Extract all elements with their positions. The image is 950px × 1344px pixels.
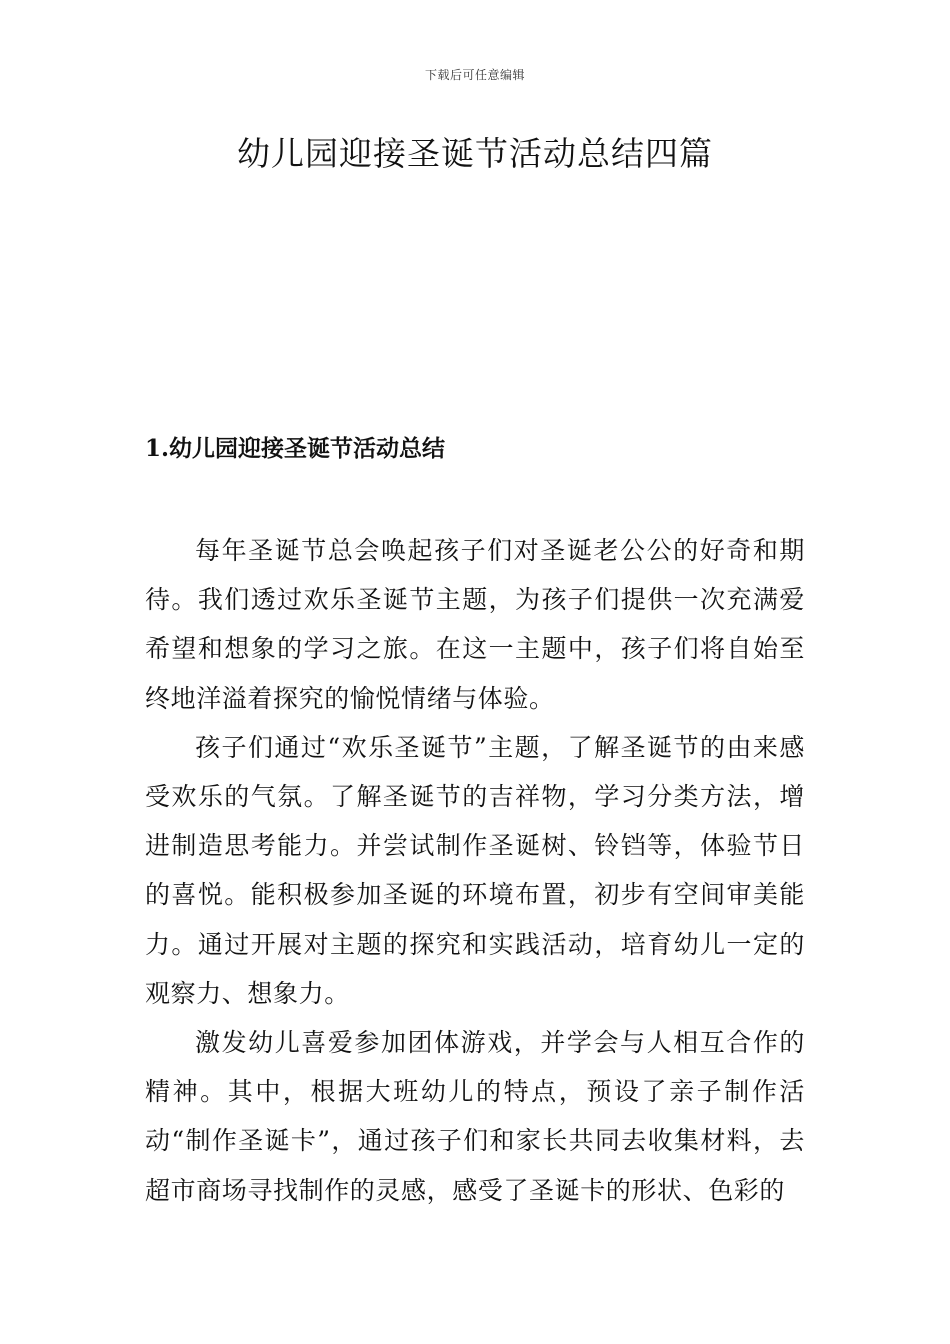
paragraph-2: 孩子们通过“欢乐圣诞节”主题，了解圣诞节的由来感受欢乐的气氛。了解圣诞节的吉祥物，学习分类方法，增进制造思考能力。并尝试制作圣诞树、铃铛等，体验节日的喜悦。能积极参加圣诞的环境布置，初步有空间审美能力。通过开展对主题的探究和实践活动，培育幼儿一定的观察力、想象力。 bbox=[145, 732, 805, 1008]
paragraph-1: 每年圣诞节总会唤起孩子们对圣诞老公公的好奇和期待。我们透过欢乐圣诞节主题，为孩子们提供一次充满爱希望和想象的学习之旅。在这一主题中，孩子们将自始至终地洋溢着探究的愉悦情绪与体验。 bbox=[145, 536, 805, 713]
header-note: 下载后可任意编辑 bbox=[424, 68, 525, 82]
paragraph-3: 激发幼儿喜爱参加团体游戏，并学会与人相互合作的精神。其中，根据大班幼儿的特点，预设了亲子制作活动“制作圣诞卡”，通过孩子们和家长共同去收集材料，去超市商场寻找制作的灵感，感受了圣诞卡的形状、色彩的 bbox=[145, 1028, 805, 1205]
body-text bbox=[145, 526, 805, 1215]
section-heading: 1.幼儿园迎接圣诞节活动总结 bbox=[145, 435, 446, 462]
document-title: 幼儿园迎接圣诞节活动总结四篇 bbox=[237, 134, 713, 173]
